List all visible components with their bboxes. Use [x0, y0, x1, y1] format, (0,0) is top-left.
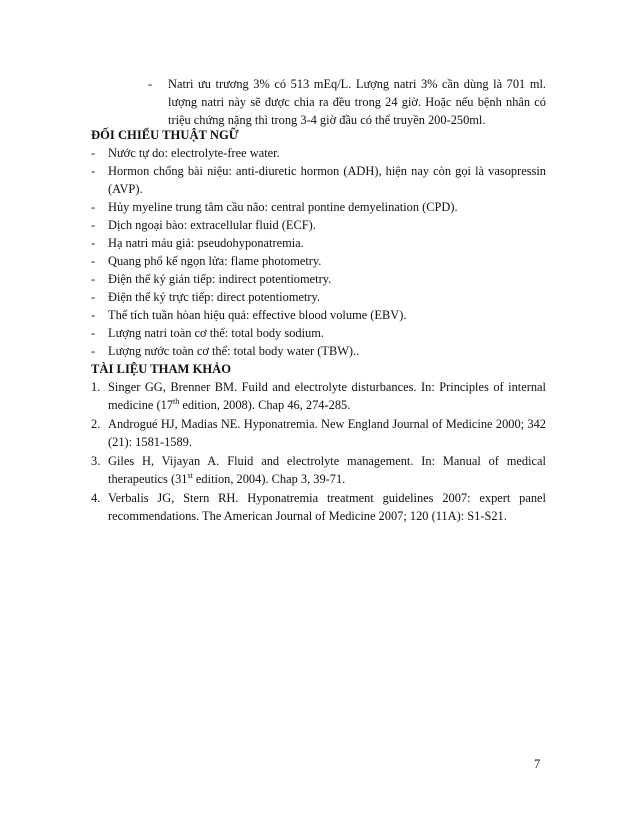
glossary-item-text: Thể tích tuần hòan hiệu quả: effective blood volume (EBV). — [108, 308, 407, 322]
list-dash: - — [91, 344, 96, 358]
glossary-item-text: Lượng natri toàn cơ thể: total body sodium. — [108, 326, 324, 340]
glossary-item-text: Điện thế ký trực tiếp: direct potentiometry. — [108, 290, 321, 304]
glossary-item — [91, 306, 546, 324]
reference-number: 4. — [91, 491, 101, 505]
glossary-list — [91, 144, 546, 360]
glossary-item — [91, 198, 546, 216]
reference-item — [91, 452, 546, 488]
intro-text: Natri ưu trương 3% có 513 mEq/L. Lượng natri 3% cần dùng là 701 ml. lượng natri này sẽ được chia ra đều trong 24 giờ. Hoặc nếu bệnh nhân có triệu chứng nặng thì trong 3-4 giờ đầu có thể truyền 200-250ml. — [168, 77, 546, 127]
glossary-item — [91, 252, 546, 270]
references-list — [91, 378, 546, 525]
references-heading: TÀI LIỆU THAM KHẢO — [91, 362, 232, 376]
list-dash: - — [91, 254, 96, 268]
glossary-item — [91, 324, 546, 342]
list-dash: - — [91, 200, 96, 214]
reference-text: Androgué HJ, Madias NE. Hyponatremia. New England Journal of Medicine 2000; 342 (21): 1581-1589. — [108, 417, 546, 449]
reference-superscript: st — [187, 470, 193, 480]
reference-superscript: th — [173, 396, 180, 406]
glossary-item — [91, 234, 546, 252]
glossary-item — [91, 342, 546, 360]
intro-dash: - — [148, 77, 153, 91]
reference-number: 2. — [91, 417, 101, 431]
reference-item — [91, 415, 546, 451]
glossary-item-text: Quang phổ kế ngọn lửa: flame photometry. — [108, 254, 322, 268]
glossary-item-text: Hủy myeline trung tâm cầu não: central pontine demyelination (CPD). — [108, 200, 458, 214]
list-dash: - — [91, 272, 96, 286]
glossary-item — [91, 162, 546, 198]
reference-text-tail: edition, 2008). Chap 46, 274-285. — [179, 398, 351, 412]
reference-item — [91, 489, 546, 525]
reference-text: Singer GG, Brenner BM. Fuild and electrolyte disturbances. In: Principles of internal medicine (17 — [108, 380, 546, 412]
reference-text-tail: edition, 2004). Chap 3, 39-71. — [192, 472, 346, 486]
list-dash: - — [91, 308, 96, 322]
glossary-item-text: Dịch ngoại bào: extracellular fluid (ECF). — [108, 218, 316, 232]
main-content — [91, 126, 546, 526]
glossary-item-text: Nước tự do: electrolyte-free water. — [108, 146, 280, 160]
reference-number: 3. — [91, 454, 101, 468]
intro-paragraph — [148, 75, 546, 129]
reference-number: 1. — [91, 380, 101, 394]
glossary-item-text: Điện thế ký gián tiếp: indirect potentiometry. — [108, 272, 332, 286]
glossary-item-text: Hạ natri máu giả: pseudohyponatremia. — [108, 236, 304, 250]
list-dash: - — [91, 146, 96, 160]
list-dash: - — [91, 326, 96, 340]
glossary-item — [91, 216, 546, 234]
glossary-item — [91, 270, 546, 288]
glossary-item-text: Hormon chống bài niệu: anti-diuretic hormon (ADH), hiện nay còn gọi là vasopressin (AVP). — [108, 164, 546, 196]
glossary-item — [91, 288, 546, 306]
glossary-item-text: Lượng nước toàn cơ thể: total body water (TBW).. — [108, 344, 360, 358]
reference-item — [91, 378, 546, 414]
glossary-item — [91, 144, 546, 162]
glossary-heading: ĐỐI CHIẾU THUẬT NGỮ — [91, 128, 239, 142]
list-dash: - — [91, 290, 96, 304]
list-dash: - — [91, 218, 96, 232]
reference-text: Verbalis JG, Stern RH. Hyponatremia treatment guidelines 2007: expert panel recommendations. The American Journal of Medicine 2007; 120 (11A): S1-S21. — [108, 491, 546, 523]
list-dash: - — [91, 236, 96, 250]
reference-text: Giles H, Vijayan A. Fluid and electrolyte management. In: Manual of medical therapeutics (31 — [108, 454, 546, 486]
list-dash: - — [91, 164, 96, 178]
page-number: 7 — [534, 757, 541, 771]
